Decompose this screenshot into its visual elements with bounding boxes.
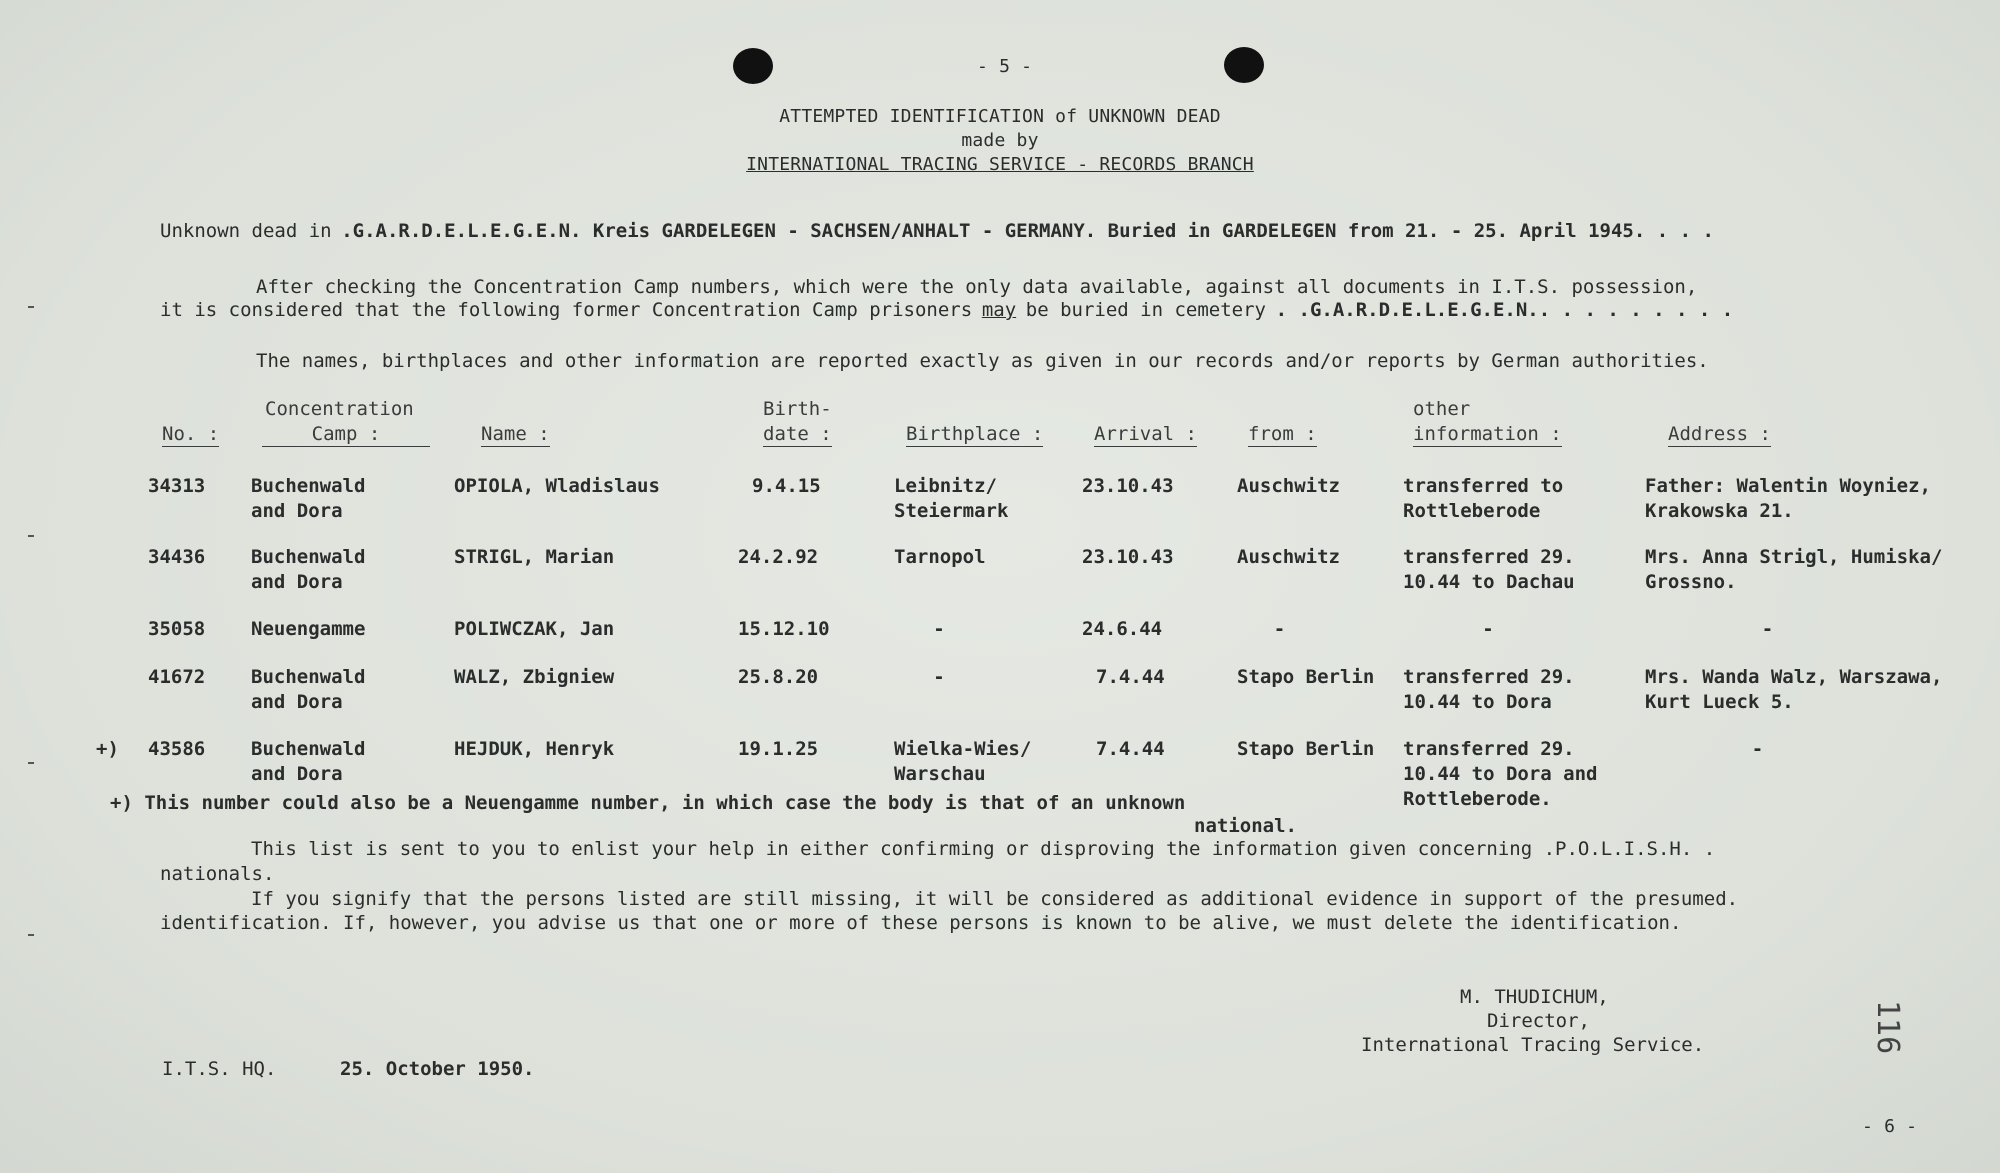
header-camp: Camp : (262, 423, 430, 447)
cell-address: Father: Walentin Woyniez, Krakowska 21. (1645, 475, 1931, 522)
cell-birthdate: 19.1.25 (738, 738, 819, 760)
footer-place: I.T.S. HQ. (162, 1058, 277, 1080)
header-from: from : (1248, 423, 1317, 445)
para2: The names, birthplaces and other information are reported exactly as given in our records and/or reports by German authorities. (256, 350, 1709, 372)
cell-birthplace: - (933, 618, 945, 640)
cell-no: 34436 (148, 546, 206, 568)
signature-org: International Tracing Service. (1361, 1034, 1705, 1056)
footnote-line1: +) This number could also be a Neuengamme number, in which case the body is that of an unknown (110, 792, 1186, 814)
para1-line2: it is considered that the following former Concentration Camp prisoners may be buried in cemetery . .G.A.R.D.E.L.E.G.E.N.. . . . . . . . . (160, 299, 1734, 321)
para4-line2: identification. If, however, you advise us that one or more of these persons is known to be alive, we must delete the identification. (160, 912, 1682, 934)
cell-birthplace: Leibnitz/ Steiermark (894, 475, 1009, 522)
cell-arrival: 7.4.44 (1096, 738, 1165, 760)
cell-no: 34313 (148, 475, 206, 497)
header-made-by: made by (961, 130, 1039, 151)
cell-address: Mrs. Wanda Walz, Warszawa, Kurt Lueck 5. (1645, 666, 1943, 713)
page-number-bottom: - 6 - (1862, 1116, 1918, 1137)
cell-birthplace: - (933, 666, 945, 688)
cell-name: HEJDUK, Henryk (454, 738, 615, 760)
para3-line2: nationals. (160, 863, 275, 885)
cell-camp: Buchenwald and Dora (251, 546, 366, 593)
header-no: No. : (162, 423, 220, 445)
cell-from: Auschwitz (1237, 546, 1340, 568)
cell-other: transferred to Rottleberode (1403, 475, 1564, 522)
unknown-dead-location: .G.A.R.D.E.L.E.G.E.N. Kreis GARDELEGEN - SACHSEN/ANHALT - GERMANY. Buried in GARDELEGEN from 21. - 25. April 1945. . . . (341, 220, 1714, 242)
cell-from: Stapo Berlin (1237, 666, 1375, 688)
cemetery-name: . .G.A.R.D.E.L.E.G.E.N.. . . . . . . . . (1275, 299, 1734, 321)
header-address: Address : (1668, 423, 1771, 445)
header-birthdate: date : (763, 423, 832, 445)
cell-birthdate: 24.2.92 (738, 546, 819, 568)
cell-arrival: 23.10.43 (1082, 475, 1174, 497)
para3-line1: This list is sent to you to enlist your help in either confirming or disproving the information given concerning .P.O.L.I.S.H. . (251, 838, 1716, 860)
cell-camp: Neuengamme (251, 618, 366, 640)
cell-arrival: 7.4.44 (1096, 666, 1165, 688)
margin-tick (28, 306, 34, 308)
cell-address: - (1751, 738, 1764, 760)
cell-birthdate: 9.4.15 (752, 475, 821, 497)
cell-other: - (1482, 618, 1494, 640)
archive-stamp-number: 116 (1870, 1000, 1905, 1055)
footer-date: 25. October 1950. (340, 1058, 535, 1080)
header-branch: INTERNATIONAL TRACING SERVICE - RECORDS BRANCH (746, 154, 1254, 175)
may-underlined: may (981, 299, 1017, 321)
para1-line1: After checking the Concentration Camp numbers, which were the only data available, against all documents in I.T.S. possession, (256, 276, 1698, 298)
cell-birthplace: Wielka-Wies/ Warschau (894, 738, 1032, 785)
cell-other: transferred 29. 10.44 to Dachau (1403, 546, 1575, 593)
cell-name: POLIWCZAK, Jan (454, 618, 615, 640)
header-birth-top: Birth- (763, 398, 832, 420)
page-number-top: - 5 - (977, 56, 1033, 77)
cell-address: Mrs. Anna Strigl, Humiska/ Grossno. (1645, 546, 1943, 593)
cell-camp: Buchenwald and Dora (251, 738, 366, 785)
margin-tick (28, 762, 34, 764)
cell-mark: +) (96, 738, 119, 760)
cell-address: - (1761, 618, 1774, 640)
punch-hole-right (1224, 47, 1264, 83)
cell-other: transferred 29. 10.44 to Dora (1403, 666, 1575, 713)
cell-name: STRIGL, Marian (454, 546, 615, 568)
header-arrival: Arrival : (1094, 423, 1197, 445)
signature-title: Director, (1487, 1010, 1590, 1032)
punch-hole-left (733, 48, 773, 84)
cell-name: OPIOLA, Wladislaus (454, 475, 660, 497)
cell-no: 41672 (148, 666, 206, 688)
cell-arrival: 24.6.44 (1082, 618, 1163, 640)
cell-camp: Buchenwald and Dora (251, 666, 366, 713)
cell-no: 43586 (148, 738, 206, 760)
signature-name: M. THUDICHUM, (1460, 986, 1609, 1008)
cell-birthdate: 25.8.20 (738, 666, 819, 688)
para4-line1: If you signify that the persons listed are still missing, it will be considered as additional evidence in support of the presumed. (251, 888, 1739, 910)
header-title: ATTEMPTED IDENTIFICATION of UNKNOWN DEAD (779, 106, 1221, 127)
cell-arrival: 23.10.43 (1082, 546, 1174, 568)
unknown-dead-prefix: Unknown dead in (160, 220, 332, 242)
header-birthplace: Birthplace : (906, 423, 1044, 445)
margin-tick (28, 934, 34, 936)
cell-no: 35058 (148, 618, 206, 640)
header-camp-top: Concentration (265, 398, 414, 420)
cell-birthplace: Tarnopol (894, 546, 986, 568)
header-name: Name : (481, 423, 550, 445)
header-other-top: other (1413, 398, 1471, 420)
cell-birthdate: 15.12.10 (738, 618, 830, 640)
unknown-dead-line (160, 220, 1714, 242)
cell-from: - (1273, 618, 1286, 640)
footnote-line2: national. (1194, 815, 1297, 837)
margin-tick (28, 535, 34, 537)
cell-from: Stapo Berlin (1237, 738, 1375, 760)
cell-camp: Buchenwald and Dora (251, 475, 366, 522)
cell-from: Auschwitz (1237, 475, 1340, 497)
cell-name: WALZ, Zbigniew (454, 666, 615, 688)
cell-other: transferred 29. 10.44 to Dora and Rottleberode. (1403, 738, 1598, 810)
header-other: information : (1413, 423, 1562, 445)
